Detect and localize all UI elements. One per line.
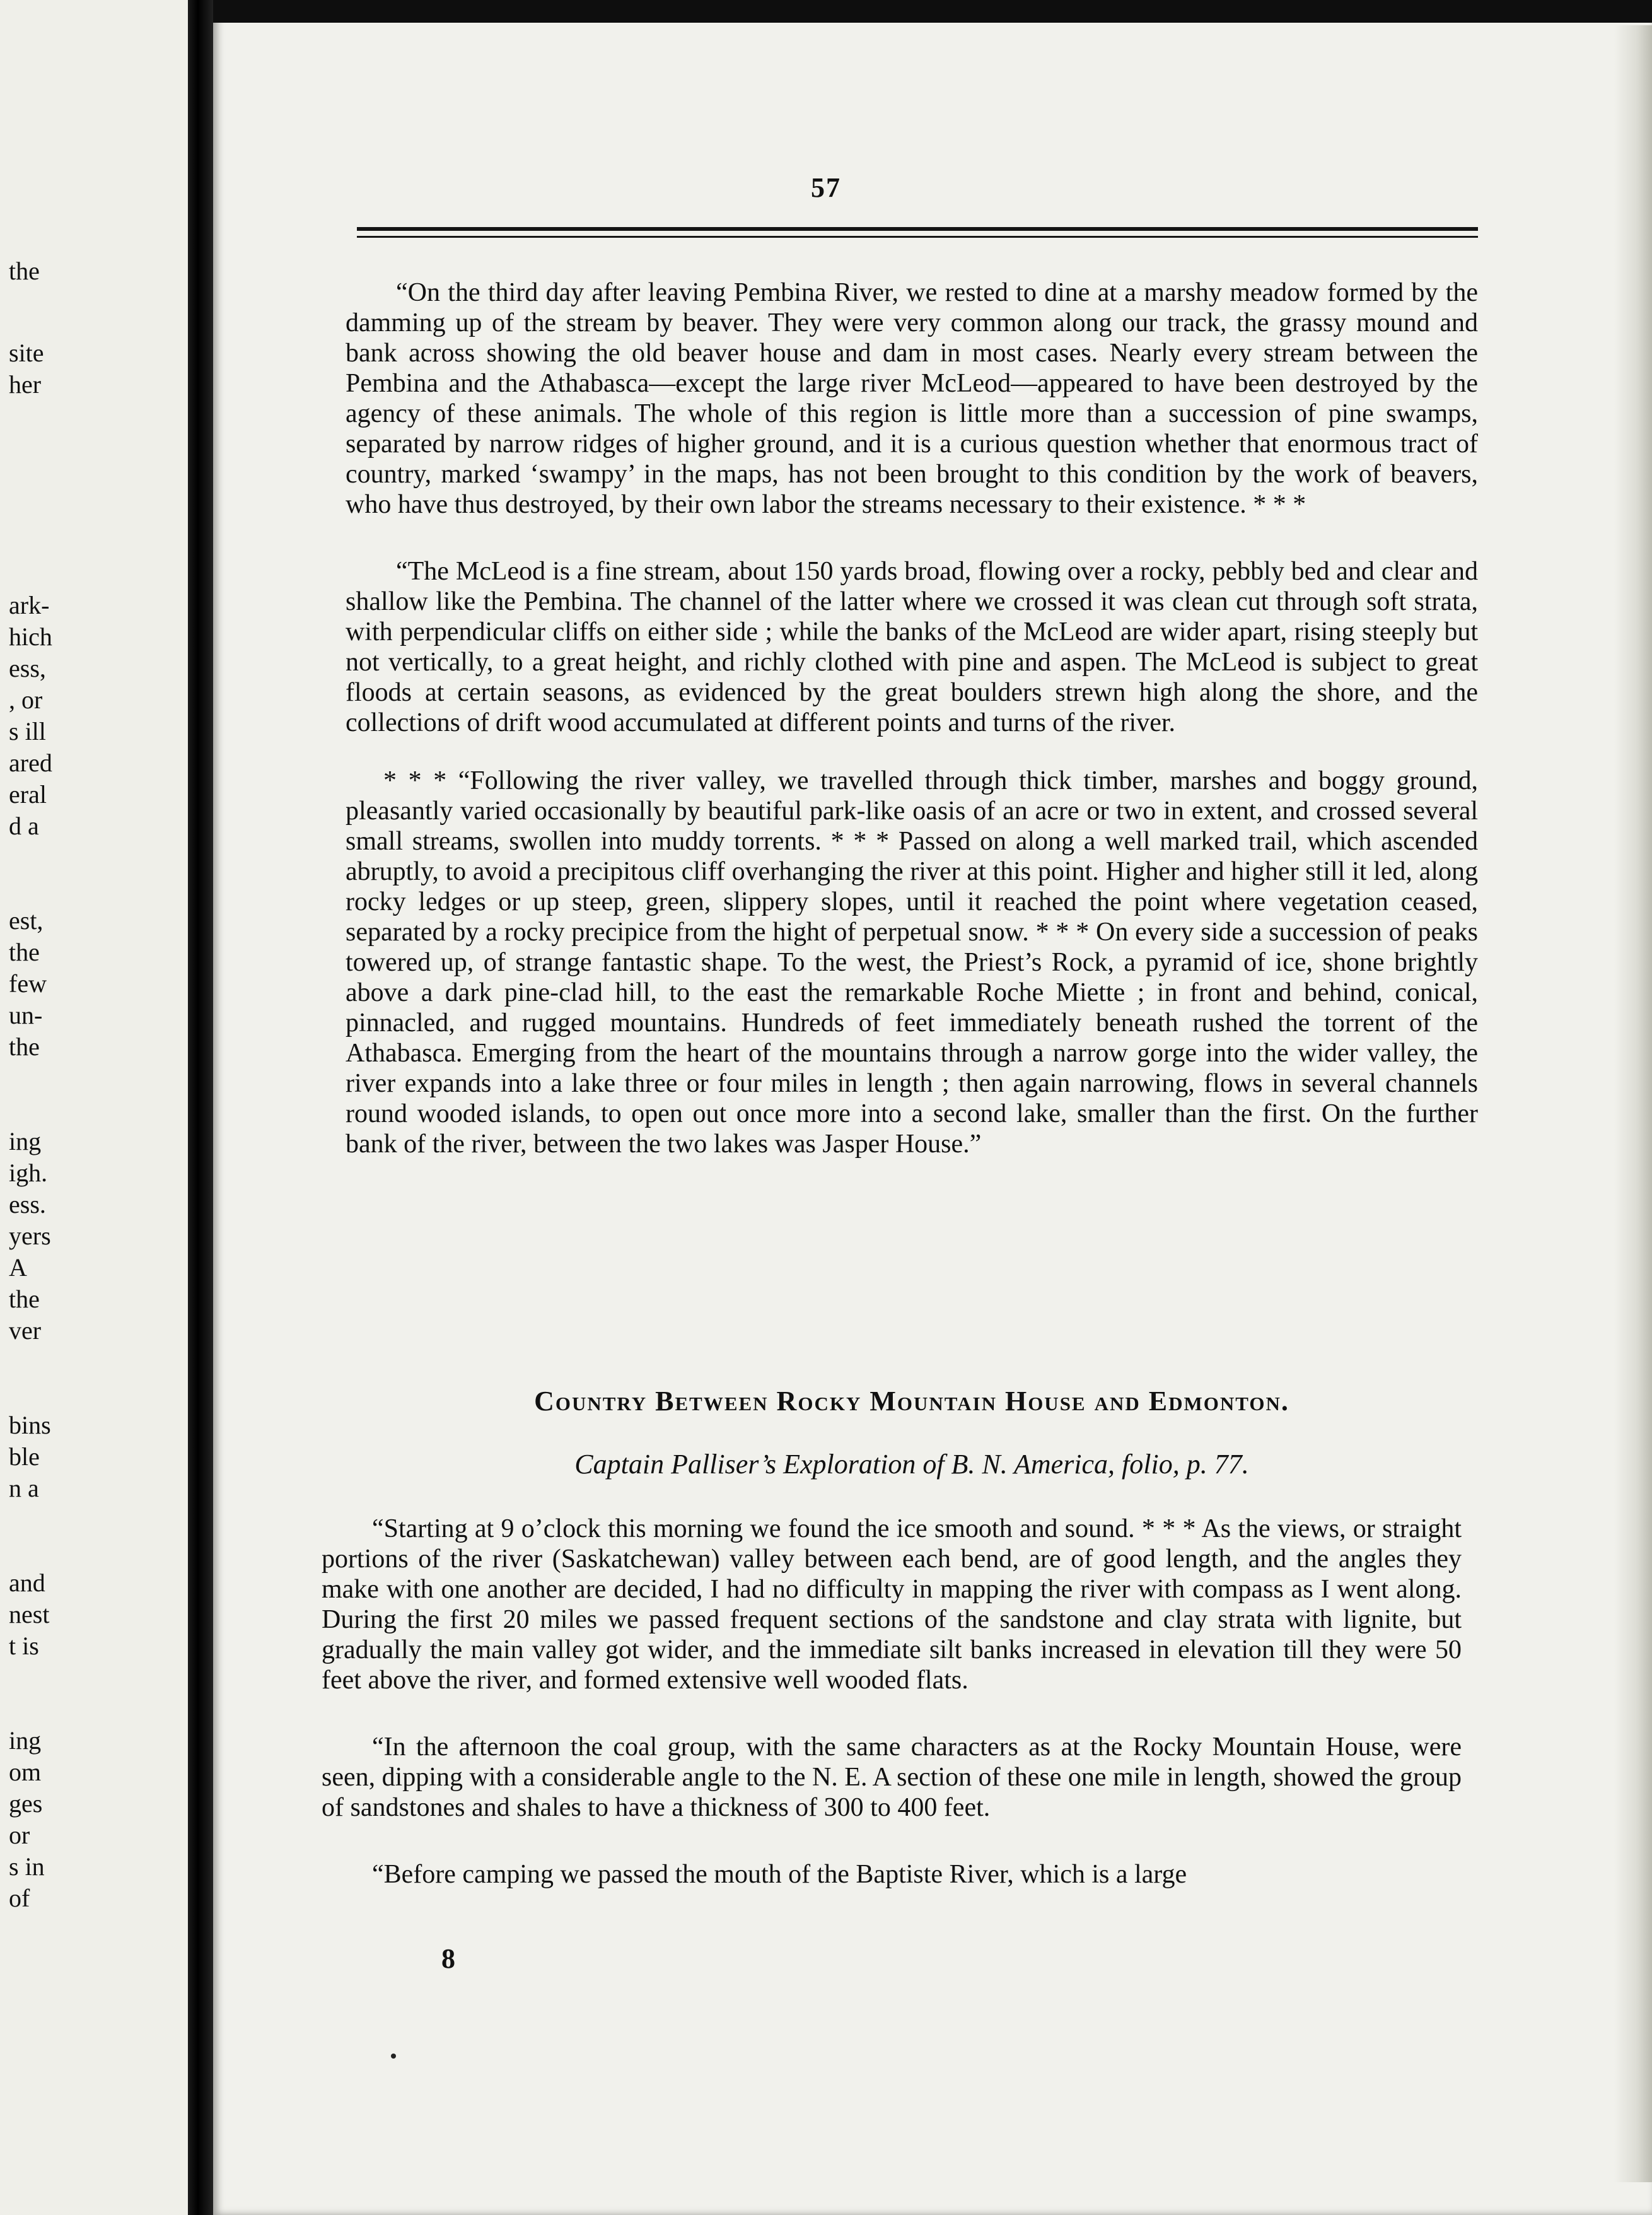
left-page-text-fragment: s in xyxy=(9,1852,45,1881)
signature-mark: 8 xyxy=(441,1943,455,1974)
book-gutter xyxy=(188,0,213,2215)
left-page-text-fragment: est, xyxy=(9,906,44,935)
header-rule-thin xyxy=(357,236,1478,238)
left-page-text-fragment: un- xyxy=(9,1001,43,1029)
left-page-text-fragment: A xyxy=(9,1253,27,1282)
left-page-text-fragment: n a xyxy=(9,1474,39,1502)
left-page-text-fragment: ark- xyxy=(9,591,50,619)
left-page-text-fragment: eral xyxy=(9,780,47,809)
body-text-2 xyxy=(322,1514,1462,1890)
page-number: 57 xyxy=(811,172,841,203)
left-page-text-fragment: of xyxy=(9,1884,30,1912)
left-page-text-fragment: ing xyxy=(9,1127,42,1155)
paragraph: “On the third day after leaving Pembina River, we rested to dine at a marshy meadow formed by the damming up of the stream by beaver. They were very common along our track, the grassy mound and bank across showing the old beaver house and dam in most cases. Nearly every stream between the Pembina and the Athabasca—except the large river McLeod—appeared to have been destroyed by the agency of these animals. The whole of this region is little more than a succession of pine swamps, separated by narrow ridges of higher ground, and it is a curious question whether that enormous tract of country, marked ‘swampy’ in the maps, has not been brought to this condition by the work of beavers, who have thus destroyed, by their own labor the streams necessary to their existence. * * * xyxy=(346,278,1478,519)
page-edge xyxy=(1614,25,1652,2182)
source-citation: Captain Palliser’s Exploration of B. N. America, folio, p. 77. xyxy=(574,1449,1249,1480)
left-page-text-fragment: ared xyxy=(9,749,52,777)
left-page-text-fragment: ess, xyxy=(9,654,46,682)
left-page-text-fragment: bins xyxy=(9,1411,51,1439)
left-page-text-fragment: the xyxy=(9,257,40,285)
body-text xyxy=(346,278,1478,1159)
left-page-text-fragment: the xyxy=(9,1285,40,1313)
left-page-text-fragment: site xyxy=(9,339,44,367)
paragraph: “The McLeod is a fine stream, about 150 yards broad, flowing over a rocky, pebbly bed and clear and shallow like the Pembina. The channel of the latter where we crossed it was clean cut through soft strata, with perpendicular cliffs on either side ; while the banks of the McLeod are wider apart, rising steeply but not vertically, to a great height, and richly clothed with pine and aspen. The McLeod is subject to great floods at certain seasons, as evidenced by the great boulders strewn high along the shore, and the collections of drift wood accumulated at different points and turns of the river. xyxy=(346,557,1478,737)
left-page-text-fragment: ver xyxy=(9,1316,42,1345)
left-page-text-fragment: nest xyxy=(9,1600,50,1628)
left-page-text-fragment: or xyxy=(9,1821,30,1849)
header-rule xyxy=(357,227,1478,231)
ink-speck xyxy=(391,2054,396,2059)
section-heading: Country Between Rocky Mountain House and Edmonton. xyxy=(534,1386,1289,1417)
scan-top-border xyxy=(213,0,1652,23)
left-page-text-fragment: and xyxy=(9,1569,45,1597)
left-page-text-fragment: igh. xyxy=(9,1159,48,1187)
left-page-text-fragment: ges xyxy=(9,1789,43,1818)
left-page-text-fragment: ess. xyxy=(9,1190,46,1219)
left-page-text-fragment: hich xyxy=(9,622,52,651)
paragraph: * * * “Following the river valley, we travelled through thick timber, marshes and boggy ground, pleasantly varied occasionally by beautiful park-like oasis of an acre or two in extent, and crossed several small streams, swollen into muddy torrents. * * * Passed on along a well marked trail, which ascended abruptly, to avoid a precipitous cliff overhanging the river at this point. Higher and higher still it led, along rocky ledges or up steep, green, slippery slopes, until it reached the point where vegetation ceased, separated by a rocky precipice from the hight of perpetual snow. * * * On every side a succession of peaks towered up, of strange fantastic shape. To the west, the Priest’s Rock, a pyramid of ice, shone brightly above a dark pine-clad hill, to the east the remarkable Roche Miette ; in front and behind, conical, pinnacled, and rugged mountains. Hundreds of feet immediately beneath rushed the torrent of the Athabasca. Emerging from the heart of the mountains through a narrow gorge into the wider valley, the river expands into a lake three or four miles in length ; then again narrowing, flows in several channels round wooded islands, to open out once more into a second lake, smaller than the first. On the further bank of the river, between the two lakes was Jasper House.” xyxy=(346,766,1478,1159)
left-page-text-fragment: the xyxy=(9,1032,40,1061)
paragraph: “In the afternoon the coal group, with the same characters as at the Rocky Mountain House, were seen, dipping with a considerable angle to the N. E. A section of these one mile in length, showed the group of sandstones and shales to have a thickness of 300 to 400 feet. xyxy=(322,1733,1462,1822)
left-page-text-fragment: , or xyxy=(9,686,43,714)
left-page-text-fragment: yers xyxy=(9,1222,51,1250)
left-page-text-fragment: her xyxy=(9,370,42,399)
left-page-text-fragment: ble xyxy=(9,1442,40,1471)
left-facing-page xyxy=(0,0,188,2215)
left-page-text-fragment: few xyxy=(9,969,47,998)
paragraph: “Starting at 9 o’clock this morning we found the ice smooth and sound. * * * As the views, or straight portions of the river (Saskatchewan) valley between each bend, are of good length, and the angles they make with one another are decided, I had no difficulty in mapping the river with compass as I went along. During the first 20 miles we passed frequent sections of the sandstone and clay strata with lignite, but gradually the main valley got wider, and the immediate silt banks increased in elevation till they were 50 feet above the river, and formed extensive well wooded flats. xyxy=(322,1514,1462,1695)
left-page-text-fragment: d a xyxy=(9,812,39,840)
paragraph: “Before camping we passed the mouth of the Baptiste River, which is a large xyxy=(372,1860,1187,1889)
left-page-text-fragment: om xyxy=(9,1758,42,1786)
left-page-text-fragment: the xyxy=(9,938,40,966)
left-page-text-fragment: t is xyxy=(9,1632,39,1660)
left-page-text-fragment: s ill xyxy=(9,717,46,745)
left-page-text-fragment: ing xyxy=(9,1726,42,1755)
